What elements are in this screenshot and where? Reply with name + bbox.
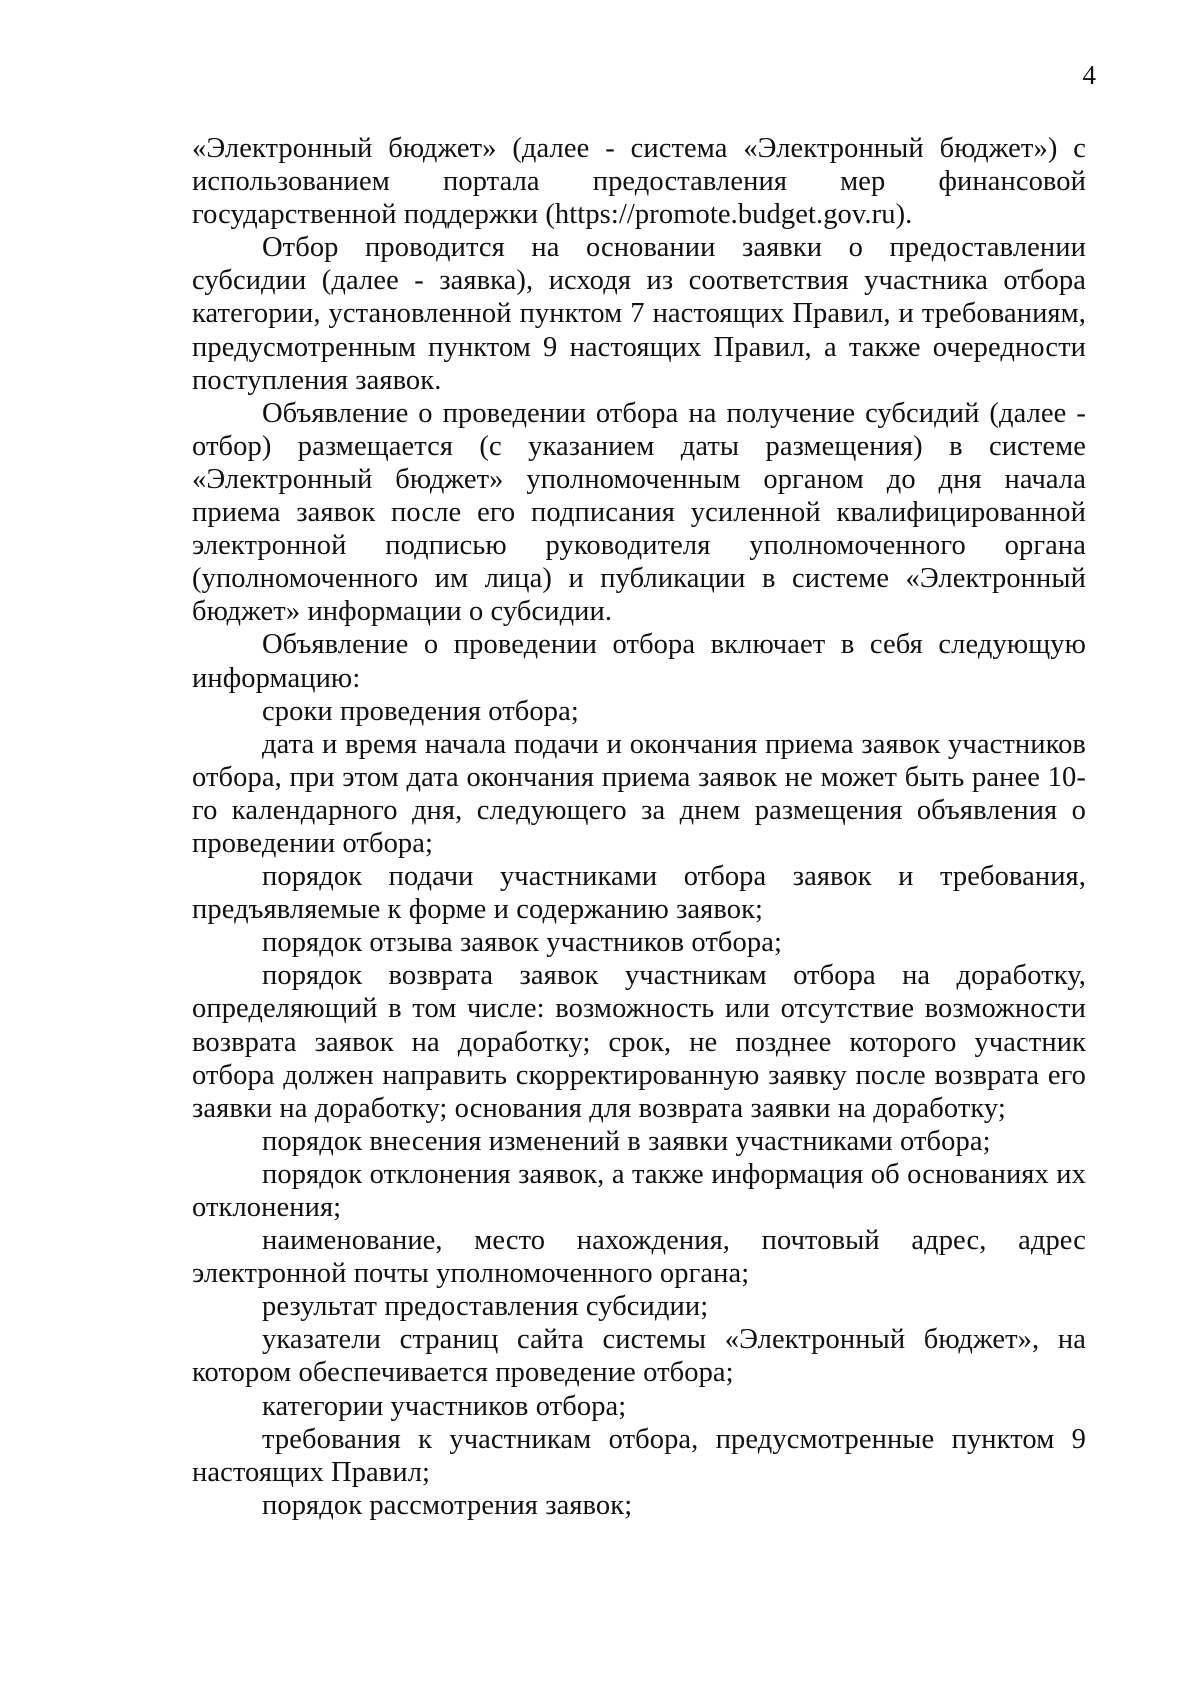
paragraph: Объявление о проведении отбора на получение субсидий (далее - отбор) размещается (с указанием даты размещения) в системе «Электронный бюджет» уполномоченным органом до дня начала приема заявок после его подписания усиленной квалифицированной электронной подписью руководителя уполномоченного органа (уполномоченного им лица) и публикации в системе «Электронный бюджет» информации о субсидии. xyxy=(192,397,1086,628)
list-item: наименование, место нахождения, почтовый адрес, адрес электронной почты уполномоченного органа; xyxy=(192,1225,1086,1290)
list-item: порядок рассмотрения заявок; xyxy=(262,1489,633,1521)
list-item: порядок отклонения заявок, а также информация об основаниях их отклонения; xyxy=(192,1158,1086,1223)
list-item: порядок отзыва заявок участников отбора; xyxy=(262,927,782,959)
list-item: результат предоставления субсидии; xyxy=(262,1291,709,1323)
list-item: порядок внесения изменений в заявки участниками отбора; xyxy=(262,1125,991,1157)
document-body xyxy=(192,132,1086,1522)
list-item: порядок возврата заявок участникам отбора на доработку, определяющий в том числе: возможность или отсутствие возможности возврата заявок на доработку; срок, не позднее которого участник отбора должен направить скорректированную заявку после возврата его заявки на доработку; основания для возврата заявки на доработку; xyxy=(192,960,1086,1124)
paragraph-continuation: «Электронный бюджет» (далее - система «Электронный бюджет») с использованием портала предоставления мер финансовой государственной поддержки (https://promote.budget.gov.ru). xyxy=(192,133,1086,231)
list-item: требования к участникам отбора, предусмотренные пунктом 9 настоящих Правил; xyxy=(192,1423,1086,1488)
list-item: сроки проведения отбора; xyxy=(262,695,579,727)
paragraph: Отбор проводится на основании заявки о предоставлении субсидии (далее - заявка), исходя из соответствия участника отбора категории, установленной пунктом 7 настоящих Правил, и требованиям, предусмотренным пунктом 9 настоящих Правил, а также очередности поступления заявок. xyxy=(192,232,1086,396)
paragraph: Объявление о проведении отбора включает в себя следующую информацию: xyxy=(192,629,1086,694)
list-item: дата и время начала подачи и окончания приема заявок участников отбора, при этом дата окончания приема заявок не может быть ранее 10-го календарного дня, следующего за днем размещения объявления о проведении отбора; xyxy=(192,728,1086,859)
page-number: 4 xyxy=(1082,60,1096,90)
list-item: категории участников отбора; xyxy=(262,1390,627,1422)
list-item: порядок подачи участниками отбора заявок и требования, предъявляемые к форме и содержанию заявок; xyxy=(192,861,1086,926)
list-item: указатели страниц сайта системы «Электронный бюджет», на котором обеспечивается проведение отбора; xyxy=(192,1324,1086,1389)
